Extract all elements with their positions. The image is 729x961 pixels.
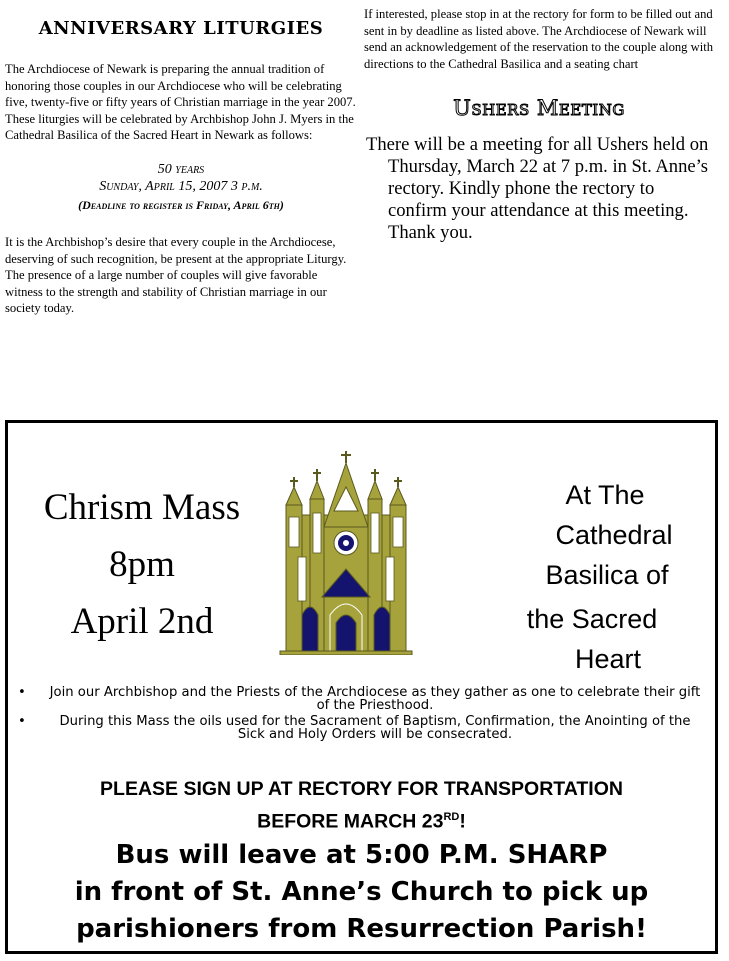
liturgy-date: Sunday, April 15, 2007 3 p.m. — [99, 178, 263, 194]
location-line-3: Basilica of — [545, 560, 669, 590]
interested-paragraph: If interested, please stop in at the rectory for form to be filled out and sent in by deadline as listed above. The Archdiocese of Newark will send an acknowledgement of the reservation to the couple along with directions to the Cathedral Basilica and a seating chart — [364, 7, 714, 71]
location-line-2: Cathedral — [555, 520, 673, 550]
chrism-heading — [18, 479, 266, 650]
location-line-4: the Sacred — [526, 604, 658, 634]
liturgy-years: 50 years — [157, 161, 205, 177]
anniversary-column — [5, 12, 357, 317]
liturgy-schedule — [5, 162, 357, 214]
bullet-text: Join our Archbishop and the Priests of the Archdiocese as they gather as one to celebrate their gift of the Priesthood. — [49, 685, 701, 713]
list-item — [16, 716, 706, 741]
signup-line-2-text: BEFORE MARCH 23 — [257, 810, 444, 833]
chrism-mass-box — [5, 420, 718, 954]
signup-notice — [8, 775, 715, 836]
location — [514, 475, 714, 679]
signup-superscript: RD — [443, 811, 460, 823]
bus-line-1: Bus will leave at 5:00 P.M. SHARP — [115, 840, 608, 870]
bus-line-2: in front of St. Anne’s Church to pick up — [74, 877, 649, 907]
signup-line-2 — [8, 803, 715, 836]
bus-notice — [8, 837, 715, 948]
anniversary-title: ANNIVERSARY LITURGIES — [38, 18, 324, 39]
bus-line-3: parishioners from Resurrection Parish! — [76, 914, 647, 944]
bullet-dot: • — [18, 685, 26, 700]
bullet-text: During this Mass the oils used for the Sacrament of Baptism, Confirmation, the Anointing of the Sick and Holy Orders will be consecrated. — [59, 714, 691, 742]
anniversary-intro: The Archdiocese of Newark is preparing the annual tradition of honoring those couples in our Archdiocese who will be celebrating five, twenty-five or fifty years of Christian marriage in the year 2007. These liturgies will be celebrated by Archbishop John J. Myers in the Cathedral Basilica of the Sacred Heart in Newark as follows: — [5, 62, 356, 143]
right-column — [364, 6, 714, 244]
chrism-date: April 2nd — [70, 601, 214, 642]
signup-line-1: PLEASE SIGN UP AT RECTORY FOR TRANSPORTATION — [100, 778, 623, 800]
anniversary-closing: It is the Archbishop’s desire that every couple in the Archdiocese, deserving of such recognition, be present at the appropriate Liturgy. The presence of a large number of couples will give favorable witness to the strength and stability of Christian marriage in our society today. — [5, 234, 347, 316]
bullet-dot: • — [18, 714, 26, 729]
location-line-5: Heart — [574, 644, 642, 674]
ushers-title: Ushers Meeting — [453, 96, 625, 121]
chrism-title: Chrism Mass — [43, 487, 241, 528]
cathedral-icon — [276, 447, 416, 655]
list-item — [16, 687, 706, 712]
chrism-time: 8pm — [109, 544, 175, 585]
bullet-list — [16, 687, 706, 745]
liturgy-deadline: (Deadline to register is Friday, April 6th) — [78, 197, 284, 212]
signup-exclaim: ! — [459, 810, 466, 833]
location-line-1: At The — [565, 480, 645, 510]
ushers-body: There will be a meeting for all Ushers held on Thursday, March 22 at 7 p.m. in St. Anne’s rectory. Kindly phone the rectory to confirm your attendance at this meeting. Thank you. — [366, 134, 709, 244]
